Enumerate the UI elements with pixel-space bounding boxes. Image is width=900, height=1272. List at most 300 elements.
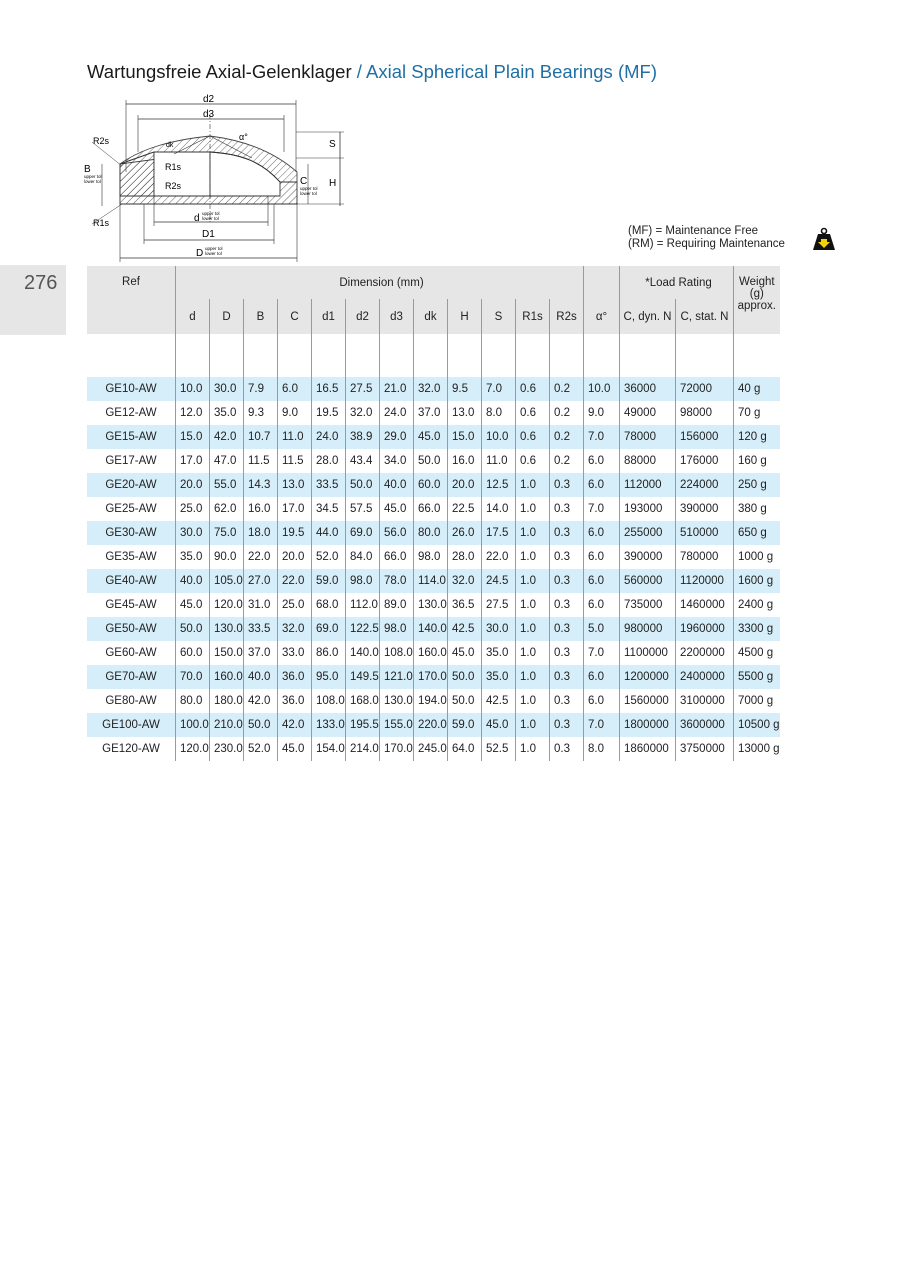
cell-r1s: 1.0 bbox=[516, 737, 550, 761]
cell-s: 17.5 bbox=[482, 521, 516, 545]
cell-c-dyn: 560000 bbox=[620, 569, 676, 593]
cell-d3: 24.0 bbox=[380, 401, 414, 425]
header-col-d2: d2 bbox=[346, 299, 380, 334]
cell-h: 45.0 bbox=[448, 641, 482, 665]
cell-d: 210.0 bbox=[210, 713, 244, 737]
header-col-D: D bbox=[210, 299, 244, 334]
header-dimension: Dimension (mm) bbox=[176, 266, 584, 299]
cell-d3: 155.0 bbox=[380, 713, 414, 737]
header-col-c-dyn: C, dyn. N bbox=[620, 299, 676, 334]
cell-h: 15.0 bbox=[448, 425, 482, 449]
cell-dk: 60.0 bbox=[414, 473, 448, 497]
cell-r2s: 0.2 bbox=[550, 449, 584, 473]
cell-d1: 59.0 bbox=[312, 569, 346, 593]
cell-r2s: 0.3 bbox=[550, 569, 584, 593]
cell-s: 22.0 bbox=[482, 545, 516, 569]
cell-c-dyn: 390000 bbox=[620, 545, 676, 569]
legend-mf: (MF) = Maintenance Free bbox=[628, 225, 759, 237]
cell-d3: 40.0 bbox=[380, 473, 414, 497]
cell-c-dyn: 980000 bbox=[620, 617, 676, 641]
label-R2s: R2s bbox=[93, 136, 110, 146]
cell-r1s: 1.0 bbox=[516, 521, 550, 545]
cell-d2: 122.5 bbox=[346, 617, 380, 641]
cell-weight: 1000 g bbox=[734, 545, 780, 569]
cell-d1: 24.0 bbox=[312, 425, 346, 449]
cell-s: 45.0 bbox=[482, 713, 516, 737]
cell-ref: GE120-AW bbox=[102, 743, 160, 755]
cell-d: 55.0 bbox=[210, 473, 244, 497]
label-H: H bbox=[329, 178, 337, 189]
label-d: d bbox=[194, 213, 200, 224]
cell-alpha: 8.0 bbox=[584, 737, 620, 761]
cell-r1s: 1.0 bbox=[516, 473, 550, 497]
cell-c-stat: 176000 bbox=[676, 449, 734, 473]
cell-c: 6.0 bbox=[278, 377, 312, 401]
cell-c-dyn: 88000 bbox=[620, 449, 676, 473]
cell-dk: 245.0 bbox=[414, 737, 448, 761]
cell-d3: 29.0 bbox=[380, 425, 414, 449]
cell-b: 14.3 bbox=[244, 473, 278, 497]
cell-c: 11.0 bbox=[278, 425, 312, 449]
cell-alpha: 6.0 bbox=[584, 569, 620, 593]
cell-weight: 10500 g bbox=[734, 713, 780, 737]
cell-c-dyn: 78000 bbox=[620, 425, 676, 449]
cell-c: 32.0 bbox=[278, 617, 312, 641]
cell-c-stat: 2200000 bbox=[676, 641, 734, 665]
cell-ref: GE100-AW bbox=[87, 713, 176, 737]
cell-d2: 69.0 bbox=[346, 521, 380, 545]
cell-d1: 34.5 bbox=[312, 497, 346, 521]
cell-alpha: 7.0 bbox=[584, 425, 620, 449]
cell-d1: 52.0 bbox=[312, 545, 346, 569]
cell-r1s: 1.0 bbox=[516, 497, 550, 521]
label-R1s-inner: R1s bbox=[165, 162, 182, 172]
label-C-upper-tol: upper tol bbox=[300, 186, 318, 191]
cell-r2s: 0.3 bbox=[550, 473, 584, 497]
header-col-alpha: α° bbox=[584, 299, 620, 334]
cell-d1: 108.0 bbox=[312, 689, 346, 713]
cell-s: 42.5 bbox=[482, 689, 516, 713]
cell-r1s: 1.0 bbox=[516, 569, 550, 593]
header-col-H: H bbox=[448, 299, 482, 334]
cell-weight: 4500 g bbox=[734, 641, 780, 665]
page-number: 276 bbox=[24, 272, 58, 294]
label-C-lower-tol: lower tol bbox=[300, 191, 317, 196]
cell-c-dyn: 193000 bbox=[620, 497, 676, 521]
cell-weight: 70 g bbox=[734, 401, 780, 425]
cell-d3: 130.0 bbox=[380, 689, 414, 713]
cell-c-stat: 3750000 bbox=[676, 737, 734, 761]
cell-s: 52.5 bbox=[482, 737, 516, 761]
cell-d: 47.0 bbox=[210, 449, 244, 473]
cell-alpha: 6.0 bbox=[584, 545, 620, 569]
table-row bbox=[87, 521, 780, 545]
cell-r2s: 0.3 bbox=[550, 521, 584, 545]
cell-d: 60.0 bbox=[176, 641, 210, 665]
cell-d: 12.0 bbox=[176, 401, 210, 425]
cell-dk: 140.0 bbox=[414, 617, 448, 641]
cell-weight: 160 g bbox=[734, 449, 780, 473]
cell-dk: 80.0 bbox=[414, 521, 448, 545]
cell-d: 40.0 bbox=[176, 569, 210, 593]
cell-d3: 121.0 bbox=[380, 665, 414, 689]
label-d2: d2 bbox=[203, 94, 215, 105]
cell-c: 9.0 bbox=[278, 401, 312, 425]
cell-s: 35.0 bbox=[482, 641, 516, 665]
header-col-d3: d3 bbox=[380, 299, 414, 334]
cell-d3: 21.0 bbox=[380, 377, 414, 401]
cell-c: 45.0 bbox=[278, 737, 312, 761]
cell-d: 45.0 bbox=[176, 593, 210, 617]
cell-r2s: 0.3 bbox=[550, 665, 584, 689]
cell-d1: 19.5 bbox=[312, 401, 346, 425]
cell-c-stat: 390000 bbox=[676, 497, 734, 521]
legend-rm: (RM) = Requiring Maintenance bbox=[628, 238, 785, 250]
header-col-B: B bbox=[244, 299, 278, 334]
cell-weight: 2400 g bbox=[734, 593, 780, 617]
label-S: S bbox=[329, 139, 336, 150]
cell-r1s: 1.0 bbox=[516, 689, 550, 713]
label-D: D bbox=[196, 248, 204, 259]
cell-r2s: 0.3 bbox=[550, 689, 584, 713]
cell-d: 105.0 bbox=[210, 569, 244, 593]
cell-c: 36.0 bbox=[278, 689, 312, 713]
cell-alpha: 7.0 bbox=[584, 497, 620, 521]
table-row bbox=[87, 569, 780, 593]
cell-ref: GE30-AW bbox=[87, 521, 176, 545]
header-weight-label: Weight bbox=[738, 276, 775, 288]
header-col-c-stat: C, stat. N bbox=[676, 299, 734, 334]
cell-c: 13.0 bbox=[278, 473, 312, 497]
cell-ref: GE35-AW bbox=[105, 551, 157, 563]
header-alpha-top bbox=[584, 266, 620, 299]
header-weight-unit: (g) bbox=[749, 288, 764, 300]
cell-s: 12.5 bbox=[482, 473, 516, 497]
cell-d2: 38.9 bbox=[346, 425, 380, 449]
cell-c-dyn: 735000 bbox=[620, 593, 676, 617]
cell-dk: 220.0 bbox=[414, 713, 448, 737]
cell-c-stat: 3600000 bbox=[676, 713, 734, 737]
table-row bbox=[87, 377, 780, 401]
cell-dk: 66.0 bbox=[414, 497, 448, 521]
cell-d2: 140.0 bbox=[346, 641, 380, 665]
cell-d: 150.0 bbox=[210, 641, 244, 665]
table-row bbox=[87, 425, 780, 449]
cell-c: 19.5 bbox=[278, 521, 312, 545]
cell-b: 9.3 bbox=[244, 401, 278, 425]
cell-c-stat: 1460000 bbox=[676, 593, 734, 617]
cell-b: 18.0 bbox=[244, 521, 278, 545]
cell-alpha: 7.0 bbox=[584, 641, 620, 665]
cell-ref: GE15-AW bbox=[87, 425, 176, 449]
cell-b: 40.0 bbox=[244, 665, 278, 689]
cell-c: 11.5 bbox=[278, 449, 312, 473]
cell-weight: 3300 g bbox=[734, 617, 780, 641]
weight-icon bbox=[812, 227, 836, 251]
spacer-row bbox=[87, 334, 780, 377]
cell-d: 100.0 bbox=[176, 713, 210, 737]
cell-d1: 154.0 bbox=[312, 737, 346, 761]
cell-d2: 149.5 bbox=[346, 665, 380, 689]
header-ref: Ref bbox=[87, 266, 176, 334]
cell-c: 25.0 bbox=[278, 593, 312, 617]
spec-table bbox=[87, 266, 780, 761]
header-col-S: S bbox=[482, 299, 516, 334]
cell-d3: 34.0 bbox=[380, 449, 414, 473]
cell-s: 27.5 bbox=[482, 593, 516, 617]
cell-d: 130.0 bbox=[210, 617, 244, 641]
cell-d1: 68.0 bbox=[312, 593, 346, 617]
cell-h: 13.0 bbox=[448, 401, 482, 425]
cell-c-dyn: 1800000 bbox=[620, 713, 676, 737]
cell-c-dyn: 1200000 bbox=[620, 665, 676, 689]
page-title bbox=[87, 61, 657, 83]
label-D-lower-tol: lower tol bbox=[205, 251, 222, 256]
cell-weight: 1600 g bbox=[734, 569, 780, 593]
cell-d: 80.0 bbox=[176, 689, 210, 713]
cell-d: 10.0 bbox=[176, 377, 210, 401]
table-row bbox=[87, 401, 780, 425]
cell-d: 30.0 bbox=[176, 521, 210, 545]
cell-c-dyn: 1100000 bbox=[620, 641, 676, 665]
cell-d1: 44.0 bbox=[312, 521, 346, 545]
cell-d1: 28.0 bbox=[312, 449, 346, 473]
cell-ref: GE40-AW bbox=[87, 569, 176, 593]
cell-d2: 195.5 bbox=[346, 713, 380, 737]
cell-s: 10.0 bbox=[482, 425, 516, 449]
cell-r2s: 0.2 bbox=[550, 425, 584, 449]
cell-d1: 69.0 bbox=[312, 617, 346, 641]
cell-r1s: 0.6 bbox=[516, 377, 550, 401]
cell-c-dyn: 1560000 bbox=[620, 689, 676, 713]
cell-r1s: 0.6 bbox=[516, 449, 550, 473]
label-alpha: α° bbox=[239, 132, 248, 142]
cell-c-stat: 2400000 bbox=[676, 665, 734, 689]
label-C: C bbox=[300, 176, 308, 187]
cell-d2: 84.0 bbox=[346, 545, 380, 569]
header-col-d1: d1 bbox=[312, 299, 346, 334]
cell-r1s: 1.0 bbox=[516, 593, 550, 617]
header-col-d: d bbox=[176, 299, 210, 334]
label-d-lower-tol: lower tol bbox=[202, 216, 219, 221]
cell-weight: 5500 g bbox=[734, 665, 780, 689]
cell-d2: 98.0 bbox=[346, 569, 380, 593]
table-row bbox=[87, 689, 780, 713]
cell-s: 14.0 bbox=[482, 497, 516, 521]
cell-d3: 66.0 bbox=[380, 545, 414, 569]
cell-h: 50.0 bbox=[448, 689, 482, 713]
cell-d2: 214.0 bbox=[346, 737, 380, 761]
cell-d1: 86.0 bbox=[312, 641, 346, 665]
cell-c: 17.0 bbox=[278, 497, 312, 521]
label-d3: d3 bbox=[203, 109, 215, 120]
header-col-dk: dk bbox=[414, 299, 448, 334]
cell-r1s: 1.0 bbox=[516, 617, 550, 641]
cell-dk: 114.0 bbox=[414, 569, 448, 593]
cell-d: 35.0 bbox=[176, 545, 210, 569]
cell-c-stat: 780000 bbox=[676, 545, 734, 569]
cell-weight: 120 g bbox=[734, 425, 780, 449]
cell-b: 27.0 bbox=[244, 569, 278, 593]
cell-alpha: 7.0 bbox=[584, 713, 620, 737]
cell-d1: 95.0 bbox=[312, 665, 346, 689]
cell-d2: 27.5 bbox=[346, 377, 380, 401]
cell-ref: GE25-AW bbox=[105, 503, 157, 515]
cell-d1: 33.5 bbox=[312, 473, 346, 497]
header-col-C: C bbox=[278, 299, 312, 334]
header-load-rating: *Load Rating bbox=[620, 266, 734, 299]
cell-b: 10.7 bbox=[244, 425, 278, 449]
cell-s: 24.5 bbox=[482, 569, 516, 593]
cell-weight: 250 g bbox=[734, 473, 780, 497]
cell-c: 36.0 bbox=[278, 665, 312, 689]
label-B-upper-tol: upper tol bbox=[84, 174, 102, 179]
cell-r2s: 0.3 bbox=[550, 713, 584, 737]
cell-b: 33.5 bbox=[244, 617, 278, 641]
cell-d: 20.0 bbox=[176, 473, 210, 497]
cell-d3: 45.0 bbox=[380, 497, 414, 521]
cell-c: 33.0 bbox=[278, 641, 312, 665]
cell-c: 20.0 bbox=[278, 545, 312, 569]
cell-alpha: 9.0 bbox=[584, 401, 620, 425]
cell-alpha: 6.0 bbox=[584, 521, 620, 545]
table-row bbox=[87, 713, 780, 737]
cell-s: 8.0 bbox=[482, 401, 516, 425]
cell-d: 120.0 bbox=[210, 593, 244, 617]
header-col-R1s: R1s bbox=[516, 299, 550, 334]
cell-b: 16.0 bbox=[244, 497, 278, 521]
cell-d2: 168.0 bbox=[346, 689, 380, 713]
cell-b: 22.0 bbox=[244, 545, 278, 569]
cell-r2s: 0.3 bbox=[550, 641, 584, 665]
label-d-upper-tol: upper tol bbox=[202, 211, 220, 216]
cell-ref: GE17-AW bbox=[105, 455, 157, 467]
cell-ref: GE45-AW bbox=[105, 599, 157, 611]
cell-c-dyn: 36000 bbox=[620, 377, 676, 401]
cell-c-stat: 72000 bbox=[676, 377, 734, 401]
cell-alpha: 6.0 bbox=[584, 689, 620, 713]
cell-r1s: 1.0 bbox=[516, 641, 550, 665]
label-D1: D1 bbox=[202, 229, 215, 240]
cell-ref: GE70-AW bbox=[87, 665, 176, 689]
cell-ref: GE12-AW bbox=[105, 407, 157, 419]
label-D-upper-tol: upper tol bbox=[205, 246, 223, 251]
cell-d: 15.0 bbox=[176, 425, 210, 449]
cell-dk: 130.0 bbox=[414, 593, 448, 617]
cell-ref: GE20-AW bbox=[87, 473, 176, 497]
cell-c-stat: 510000 bbox=[676, 521, 734, 545]
cell-s: 11.0 bbox=[482, 449, 516, 473]
cell-d1: 133.0 bbox=[312, 713, 346, 737]
cell-b: 50.0 bbox=[244, 713, 278, 737]
table-row bbox=[87, 449, 780, 473]
cell-r1s: 0.6 bbox=[516, 401, 550, 425]
cell-h: 16.0 bbox=[448, 449, 482, 473]
cell-c-stat: 156000 bbox=[676, 425, 734, 449]
cell-h: 50.0 bbox=[448, 665, 482, 689]
table-row bbox=[87, 593, 780, 617]
cell-r2s: 0.2 bbox=[550, 377, 584, 401]
cell-r1s: 1.0 bbox=[516, 713, 550, 737]
cell-h: 9.5 bbox=[448, 377, 482, 401]
legend bbox=[628, 225, 785, 251]
cell-r1s: 0.6 bbox=[516, 425, 550, 449]
cell-c-dyn: 1860000 bbox=[620, 737, 676, 761]
cell-d: 50.0 bbox=[176, 617, 210, 641]
cell-r2s: 0.3 bbox=[550, 593, 584, 617]
cell-d3: 170.0 bbox=[380, 737, 414, 761]
cell-c-dyn: 255000 bbox=[620, 521, 676, 545]
cell-c: 22.0 bbox=[278, 569, 312, 593]
cell-b: 11.5 bbox=[244, 449, 278, 473]
label-B-lower-tol: lower tol bbox=[84, 179, 101, 184]
cell-r2s: 0.3 bbox=[550, 737, 584, 761]
cell-c-dyn: 112000 bbox=[620, 473, 676, 497]
cell-h: 42.5 bbox=[448, 617, 482, 641]
header-weight bbox=[734, 266, 780, 334]
cell-d2: 32.0 bbox=[346, 401, 380, 425]
cell-d2: 57.5 bbox=[346, 497, 380, 521]
cell-alpha: 10.0 bbox=[584, 377, 620, 401]
cell-r2s: 0.3 bbox=[550, 545, 584, 569]
cell-c: 42.0 bbox=[278, 713, 312, 737]
cell-r2s: 0.3 bbox=[550, 497, 584, 521]
cell-d: 30.0 bbox=[210, 377, 244, 401]
table-row bbox=[87, 497, 780, 521]
cell-d: 42.0 bbox=[210, 425, 244, 449]
cell-weight: 380 g bbox=[734, 497, 780, 521]
cell-r2s: 0.3 bbox=[550, 617, 584, 641]
header-weight-approx: approx. bbox=[737, 300, 776, 312]
cell-h: 20.0 bbox=[448, 473, 482, 497]
cell-d3: 98.0 bbox=[380, 617, 414, 641]
cell-dk: 160.0 bbox=[414, 641, 448, 665]
cell-ref: GE80-AW bbox=[105, 695, 157, 707]
cell-ref: GE50-AW bbox=[87, 617, 176, 641]
cell-d2: 112.0 bbox=[346, 593, 380, 617]
cell-d: 70.0 bbox=[176, 665, 210, 689]
cell-s: 7.0 bbox=[482, 377, 516, 401]
cell-d: 62.0 bbox=[210, 497, 244, 521]
cell-alpha: 6.0 bbox=[584, 665, 620, 689]
cell-b: 52.0 bbox=[244, 737, 278, 761]
cell-alpha: 6.0 bbox=[584, 473, 620, 497]
cell-b: 42.0 bbox=[244, 689, 278, 713]
cell-dk: 50.0 bbox=[414, 449, 448, 473]
cell-dk: 37.0 bbox=[414, 401, 448, 425]
label-B: B bbox=[84, 164, 91, 175]
cell-weight: 7000 g bbox=[734, 689, 780, 713]
cell-d3: 56.0 bbox=[380, 521, 414, 545]
cell-d: 230.0 bbox=[210, 737, 244, 761]
table-row bbox=[87, 545, 780, 569]
cell-b: 31.0 bbox=[244, 593, 278, 617]
cell-d1: 16.5 bbox=[312, 377, 346, 401]
cell-c-stat: 1120000 bbox=[676, 569, 734, 593]
cell-d: 25.0 bbox=[176, 497, 210, 521]
cell-h: 22.5 bbox=[448, 497, 482, 521]
cell-c-stat: 98000 bbox=[676, 401, 734, 425]
cell-alpha: 6.0 bbox=[584, 593, 620, 617]
cell-d: 17.0 bbox=[176, 449, 210, 473]
cell-b: 37.0 bbox=[244, 641, 278, 665]
cell-h: 28.0 bbox=[448, 545, 482, 569]
table-row bbox=[87, 665, 780, 689]
cell-r2s: 0.2 bbox=[550, 401, 584, 425]
cell-d2: 50.0 bbox=[346, 473, 380, 497]
cell-r1s: 1.0 bbox=[516, 665, 550, 689]
cell-d3: 108.0 bbox=[380, 641, 414, 665]
